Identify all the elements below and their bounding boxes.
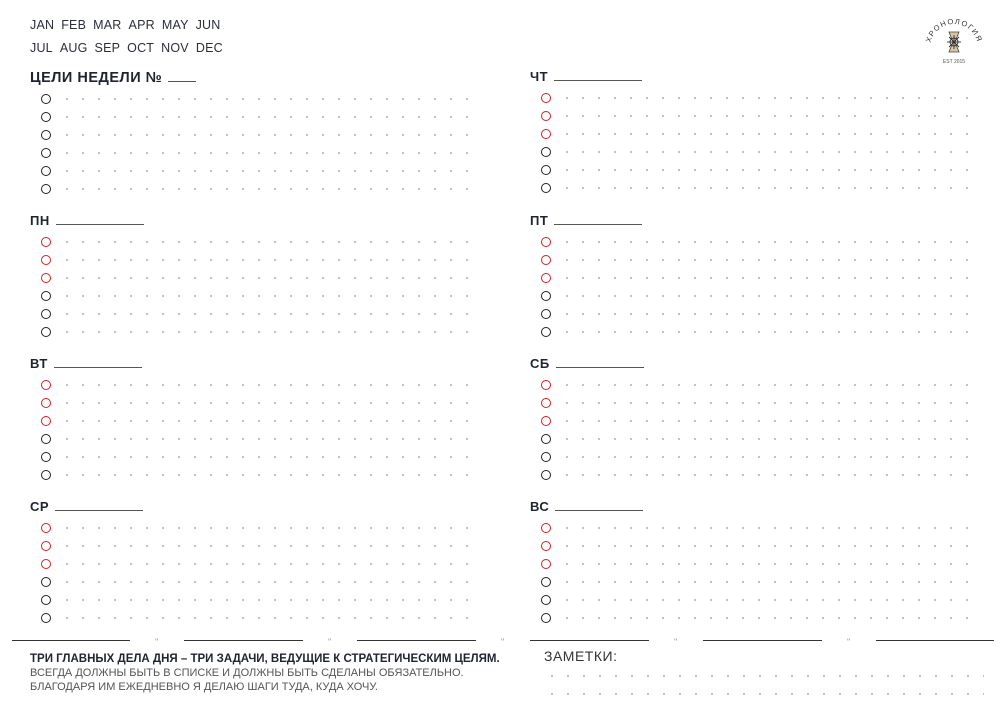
day-r3-date-field[interactable] [555, 510, 643, 511]
bottom-quote-1: " [155, 637, 159, 647]
month-jun[interactable]: JUN [195, 18, 221, 32]
month-feb[interactable]: FEB [61, 18, 87, 32]
task-line[interactable] [559, 151, 981, 153]
task-line[interactable] [59, 116, 481, 118]
day-r1-date-field[interactable] [554, 224, 642, 225]
task-checkbox[interactable] [541, 577, 551, 587]
months-row-1 [30, 18, 240, 32]
task-line[interactable] [559, 402, 981, 404]
day-r0-title [530, 69, 642, 84]
day-2-task-row [41, 555, 481, 573]
task-checkbox[interactable] [41, 434, 51, 444]
month-sep[interactable]: SEP [94, 41, 121, 55]
priority-checkbox[interactable] [541, 541, 551, 551]
task-line[interactable] [59, 563, 481, 565]
task-line[interactable] [59, 188, 481, 190]
task-line[interactable] [559, 563, 981, 565]
day-0-task-row [41, 305, 481, 323]
month-jul[interactable]: JUL [30, 41, 53, 55]
task-line[interactable] [559, 617, 981, 619]
priority-checkbox[interactable] [541, 559, 551, 569]
day-r1-task-row [541, 287, 981, 305]
task-checkbox[interactable] [41, 452, 51, 462]
footer-line-1: ТРИ ГЛАВНЫХ ДЕЛА ДНЯ – ТРИ ЗАДАЧИ, ВЕДУЩИЕ К СТРАТЕГИЧЕСКИМ ЦЕЛЯМ. [30, 653, 500, 665]
bottom-line-2 [184, 640, 303, 641]
task-checkbox[interactable] [541, 327, 551, 337]
bottom-quote-2: " [328, 637, 332, 647]
goals-title [30, 70, 196, 86]
task-checkbox[interactable] [541, 595, 551, 605]
month-aug[interactable]: AUG [59, 41, 88, 55]
task-line[interactable] [59, 313, 481, 315]
day-0-task-row [41, 323, 481, 341]
task-checkbox[interactable] [541, 613, 551, 623]
task-line[interactable] [59, 277, 481, 279]
task-line[interactable] [559, 331, 981, 333]
task-checkbox[interactable] [41, 613, 51, 623]
priority-checkbox[interactable] [541, 255, 551, 265]
day-r2-title [530, 356, 644, 371]
bottom-quote-5: " [847, 637, 851, 647]
notes-dots-row-1[interactable] [544, 675, 984, 677]
logo-text: ХРОНОЛОГИЯ [923, 16, 985, 44]
task-line[interactable] [559, 438, 981, 440]
day-2-task-row [41, 537, 481, 555]
task-line[interactable] [59, 98, 481, 100]
day-0-task-row [41, 251, 481, 269]
day-r3-title [530, 499, 643, 514]
day-2-task-row [41, 519, 481, 537]
task-line[interactable] [59, 474, 481, 476]
day-r3-task-row [541, 591, 981, 609]
day-r3-task-row [541, 609, 981, 627]
goal-task-row [41, 108, 481, 126]
bottom-line-5 [703, 640, 822, 641]
priority-checkbox[interactable] [541, 129, 551, 139]
task-line[interactable] [559, 97, 981, 99]
month-oct[interactable]: OCT [127, 41, 155, 55]
task-checkbox[interactable] [41, 130, 51, 140]
day-2-date-field[interactable] [55, 510, 143, 511]
task-checkbox[interactable] [41, 470, 51, 480]
bottom-quote-3: " [501, 637, 505, 647]
priority-checkbox[interactable] [41, 273, 51, 283]
task-line[interactable] [559, 384, 981, 386]
task-line[interactable] [59, 241, 481, 243]
task-line[interactable] [559, 313, 981, 315]
priority-checkbox[interactable] [541, 380, 551, 390]
day-2-task-row [41, 591, 481, 609]
task-line[interactable] [559, 420, 981, 422]
logo-est: EST 2015 [942, 59, 966, 65]
priority-checkbox[interactable] [541, 416, 551, 426]
day-1-task-row [41, 448, 481, 466]
task-line[interactable] [559, 456, 981, 458]
task-checkbox[interactable] [541, 470, 551, 480]
task-line[interactable] [559, 259, 981, 261]
priority-checkbox[interactable] [41, 255, 51, 265]
day-2-title [30, 499, 143, 514]
day-1-task-row [41, 412, 481, 430]
day-2-task-row [41, 609, 481, 627]
month-jan[interactable]: JAN [30, 18, 55, 32]
day-0-date-field[interactable] [56, 224, 144, 225]
day-r1-title [530, 213, 642, 228]
day-r0-task-row [541, 125, 981, 143]
task-checkbox[interactable] [41, 595, 51, 605]
day-r2-task-row [541, 376, 981, 394]
day-0-task-row [41, 287, 481, 305]
goal-task-row [41, 162, 481, 180]
task-checkbox[interactable] [41, 291, 51, 301]
month-nov[interactable]: NOV [161, 41, 189, 55]
task-line[interactable] [59, 456, 481, 458]
day-r3-task-row [541, 537, 981, 555]
priority-checkbox[interactable] [541, 398, 551, 408]
task-line[interactable] [59, 402, 481, 404]
bottom-line-4 [530, 640, 649, 641]
task-line[interactable] [59, 259, 481, 261]
priority-checkbox[interactable] [41, 541, 51, 551]
day-r0-task-row [541, 107, 981, 125]
task-line[interactable] [59, 438, 481, 440]
month-mar[interactable]: MAR [93, 18, 122, 32]
day-r3-task-row [541, 573, 981, 591]
task-line[interactable] [559, 187, 981, 189]
task-line[interactable] [559, 277, 981, 279]
task-checkbox[interactable] [41, 148, 51, 158]
day-1-date-field[interactable] [54, 367, 142, 368]
task-checkbox[interactable] [541, 452, 551, 462]
day-r2-task-row [541, 448, 981, 466]
priority-checkbox[interactable] [41, 380, 51, 390]
task-line[interactable] [59, 295, 481, 297]
day-0-label: ПН [30, 213, 50, 228]
footer-line-2: ВСЕГДА ДОЛЖНЫ БЫТЬ В СПИСКЕ И ДОЛЖНЫ БЫТЬ СДЕЛАНЫ ОБЯЗАТЕЛЬНО. [30, 667, 464, 679]
day-r2-date-field[interactable] [556, 367, 644, 368]
goal-task-row [41, 180, 481, 198]
day-r1-task-row [541, 323, 981, 341]
day-r0-task-row [541, 143, 981, 161]
priority-checkbox[interactable] [41, 559, 51, 569]
day-r2-task-row [541, 412, 981, 430]
bottom-line-6 [876, 640, 994, 641]
day-r1-task-row [541, 269, 981, 287]
task-checkbox[interactable] [41, 327, 51, 337]
bottom-line-3 [357, 640, 476, 641]
day-r0-task-row [541, 161, 981, 179]
day-r0-task-row [541, 89, 981, 107]
task-checkbox[interactable] [41, 184, 51, 194]
task-line[interactable] [59, 331, 481, 333]
task-checkbox[interactable] [541, 183, 551, 193]
task-line[interactable] [59, 581, 481, 583]
priority-checkbox[interactable] [41, 237, 51, 247]
task-line[interactable] [59, 545, 481, 547]
task-line[interactable] [559, 115, 981, 117]
day-r3-task-row [541, 519, 981, 537]
task-checkbox[interactable] [541, 434, 551, 444]
day-2-task-row [41, 573, 481, 591]
day-1-label: ВТ [30, 356, 48, 371]
day-0-task-row [41, 233, 481, 251]
priority-checkbox[interactable] [41, 416, 51, 426]
month-may[interactable]: MAY [161, 18, 189, 32]
task-checkbox[interactable] [541, 291, 551, 301]
notes-dots-row-2[interactable] [544, 693, 984, 695]
priority-checkbox[interactable] [41, 523, 51, 533]
task-checkbox[interactable] [41, 94, 51, 104]
month-dec[interactable]: DEC [195, 41, 223, 55]
day-2-label: СР [30, 499, 50, 514]
task-line[interactable] [59, 599, 481, 601]
task-line[interactable] [559, 599, 981, 601]
task-line[interactable] [59, 152, 481, 154]
task-line[interactable] [559, 527, 981, 529]
task-line[interactable] [559, 474, 981, 476]
task-checkbox[interactable] [41, 309, 51, 319]
day-0-task-row [41, 269, 481, 287]
day-r1-task-row [541, 305, 981, 323]
goals-title-text: ЦЕЛИ НЕДЕЛИ № [30, 70, 163, 86]
task-checkbox[interactable] [41, 112, 51, 122]
footer-text [30, 652, 510, 694]
task-checkbox[interactable] [541, 165, 551, 175]
task-checkbox[interactable] [41, 577, 51, 587]
hourglass-helm-icon [918, 8, 988, 70]
goal-task-row [41, 126, 481, 144]
priority-checkbox[interactable] [541, 93, 551, 103]
task-line[interactable] [59, 527, 481, 529]
day-0-title [30, 213, 144, 228]
bottom-line-1 [12, 640, 130, 641]
day-r2-task-row [541, 394, 981, 412]
task-line[interactable] [559, 241, 981, 243]
day-r3-label: ВС [530, 499, 550, 514]
task-line[interactable] [59, 134, 481, 136]
priority-checkbox[interactable] [41, 398, 51, 408]
goal-task-row [41, 144, 481, 162]
notes-label: ЗАМЕТКИ: [544, 648, 618, 664]
day-1-task-row [41, 394, 481, 412]
bottom-quote-4: " [674, 637, 678, 647]
task-line[interactable] [59, 170, 481, 172]
task-line[interactable] [559, 581, 981, 583]
month-apr[interactable]: APR [128, 18, 155, 32]
day-r0-date-field[interactable] [554, 80, 642, 81]
footer-line-3: БЛАГОДАРЯ ИМ ЕЖЕДНЕВНО Я ДЕЛАЮ ШАГИ ТУДА, КУДА ХОЧУ. [30, 681, 378, 693]
task-line[interactable] [559, 545, 981, 547]
task-line[interactable] [59, 617, 481, 619]
day-r0-task-row [541, 179, 981, 197]
day-1-task-row [41, 466, 481, 484]
day-r1-task-row [541, 251, 981, 269]
months-row-2 [30, 41, 240, 55]
priority-checkbox[interactable] [541, 111, 551, 121]
week-number-field[interactable] [168, 81, 196, 82]
task-line[interactable] [559, 295, 981, 297]
day-r3-task-row [541, 555, 981, 573]
day-r0-label: ЧТ [530, 69, 549, 84]
goal-task-row [41, 90, 481, 108]
task-line[interactable] [559, 133, 981, 135]
task-line[interactable] [559, 169, 981, 171]
day-r2-label: СБ [530, 356, 550, 371]
priority-checkbox[interactable] [541, 237, 551, 247]
priority-checkbox[interactable] [541, 523, 551, 533]
task-checkbox[interactable] [541, 147, 551, 157]
task-checkbox[interactable] [41, 166, 51, 176]
priority-checkbox[interactable] [541, 273, 551, 283]
day-1-task-row [41, 430, 481, 448]
task-line[interactable] [59, 420, 481, 422]
day-r2-task-row [541, 466, 981, 484]
day-r1-task-row [541, 233, 981, 251]
task-line[interactable] [59, 384, 481, 386]
day-1-title [30, 356, 142, 371]
task-checkbox[interactable] [541, 309, 551, 319]
month-selector [30, 18, 240, 55]
day-r2-task-row [541, 430, 981, 448]
day-1-task-row [41, 376, 481, 394]
day-r1-label: ПТ [530, 213, 549, 228]
